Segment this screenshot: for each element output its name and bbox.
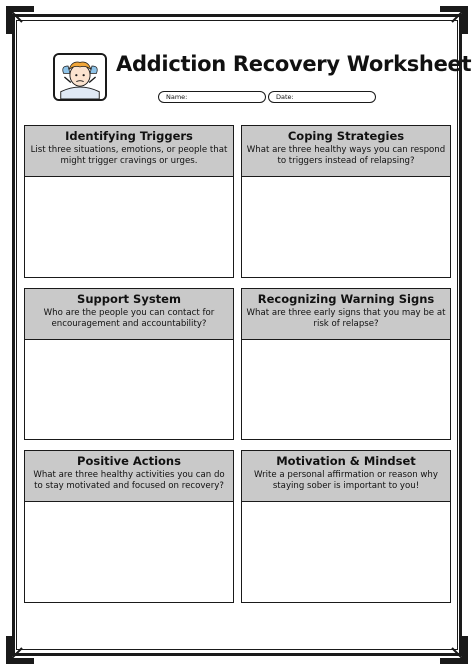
answer-area[interactable] xyxy=(25,340,233,439)
section-header xyxy=(242,451,450,502)
stressed-person-icon xyxy=(53,53,107,101)
section-identifying-triggers xyxy=(24,125,234,278)
section-title: Motivation & Mindset xyxy=(276,454,416,468)
corner-bracket-icon xyxy=(4,632,38,666)
corner-bracket-icon xyxy=(4,4,38,38)
name-field[interactable]: Name: xyxy=(158,91,266,103)
date-field[interactable]: Date: xyxy=(268,91,376,103)
section-description: What are three healthy activities you can do to stay motivated and focused on recovery? xyxy=(33,470,225,491)
section-title: Support System xyxy=(77,292,181,306)
section-description: What are three early signs that you may be at risk of relapse? xyxy=(246,308,446,329)
section-motivation-mindset xyxy=(241,450,451,603)
page-title: Addiction Recovery Worksheet xyxy=(116,52,472,76)
section-description: What are three healthy ways you can respond to triggers instead of relapsing? xyxy=(246,145,446,166)
section-title: Positive Actions xyxy=(77,454,181,468)
section-header xyxy=(25,126,233,177)
section-coping-strategies xyxy=(241,125,451,278)
answer-area[interactable] xyxy=(242,502,450,602)
section-positive-actions xyxy=(24,450,234,603)
section-recognizing-warning-signs xyxy=(241,288,451,440)
section-title: Identifying Triggers xyxy=(65,129,193,143)
section-description: List three situations, emotions, or people that might trigger cravings or urges. xyxy=(30,145,228,166)
corner-bracket-icon xyxy=(436,4,470,38)
section-header xyxy=(242,289,450,340)
section-header xyxy=(25,451,233,502)
answer-area[interactable] xyxy=(25,177,233,277)
corner-bracket-icon xyxy=(436,632,470,666)
answer-area[interactable] xyxy=(242,340,450,439)
section-title: Coping Strategies xyxy=(287,129,405,143)
section-header xyxy=(242,126,450,177)
section-description: Who are the people you can contact for encouragement and accountability? xyxy=(43,308,215,329)
answer-area[interactable] xyxy=(25,502,233,602)
section-description: Write a personal affirmation or reason why staying sober is important to you! xyxy=(254,470,438,491)
section-header xyxy=(25,289,233,340)
section-title: Recognizing Warning Signs xyxy=(257,292,435,306)
answer-area[interactable] xyxy=(242,177,450,277)
section-support-system xyxy=(24,288,234,440)
